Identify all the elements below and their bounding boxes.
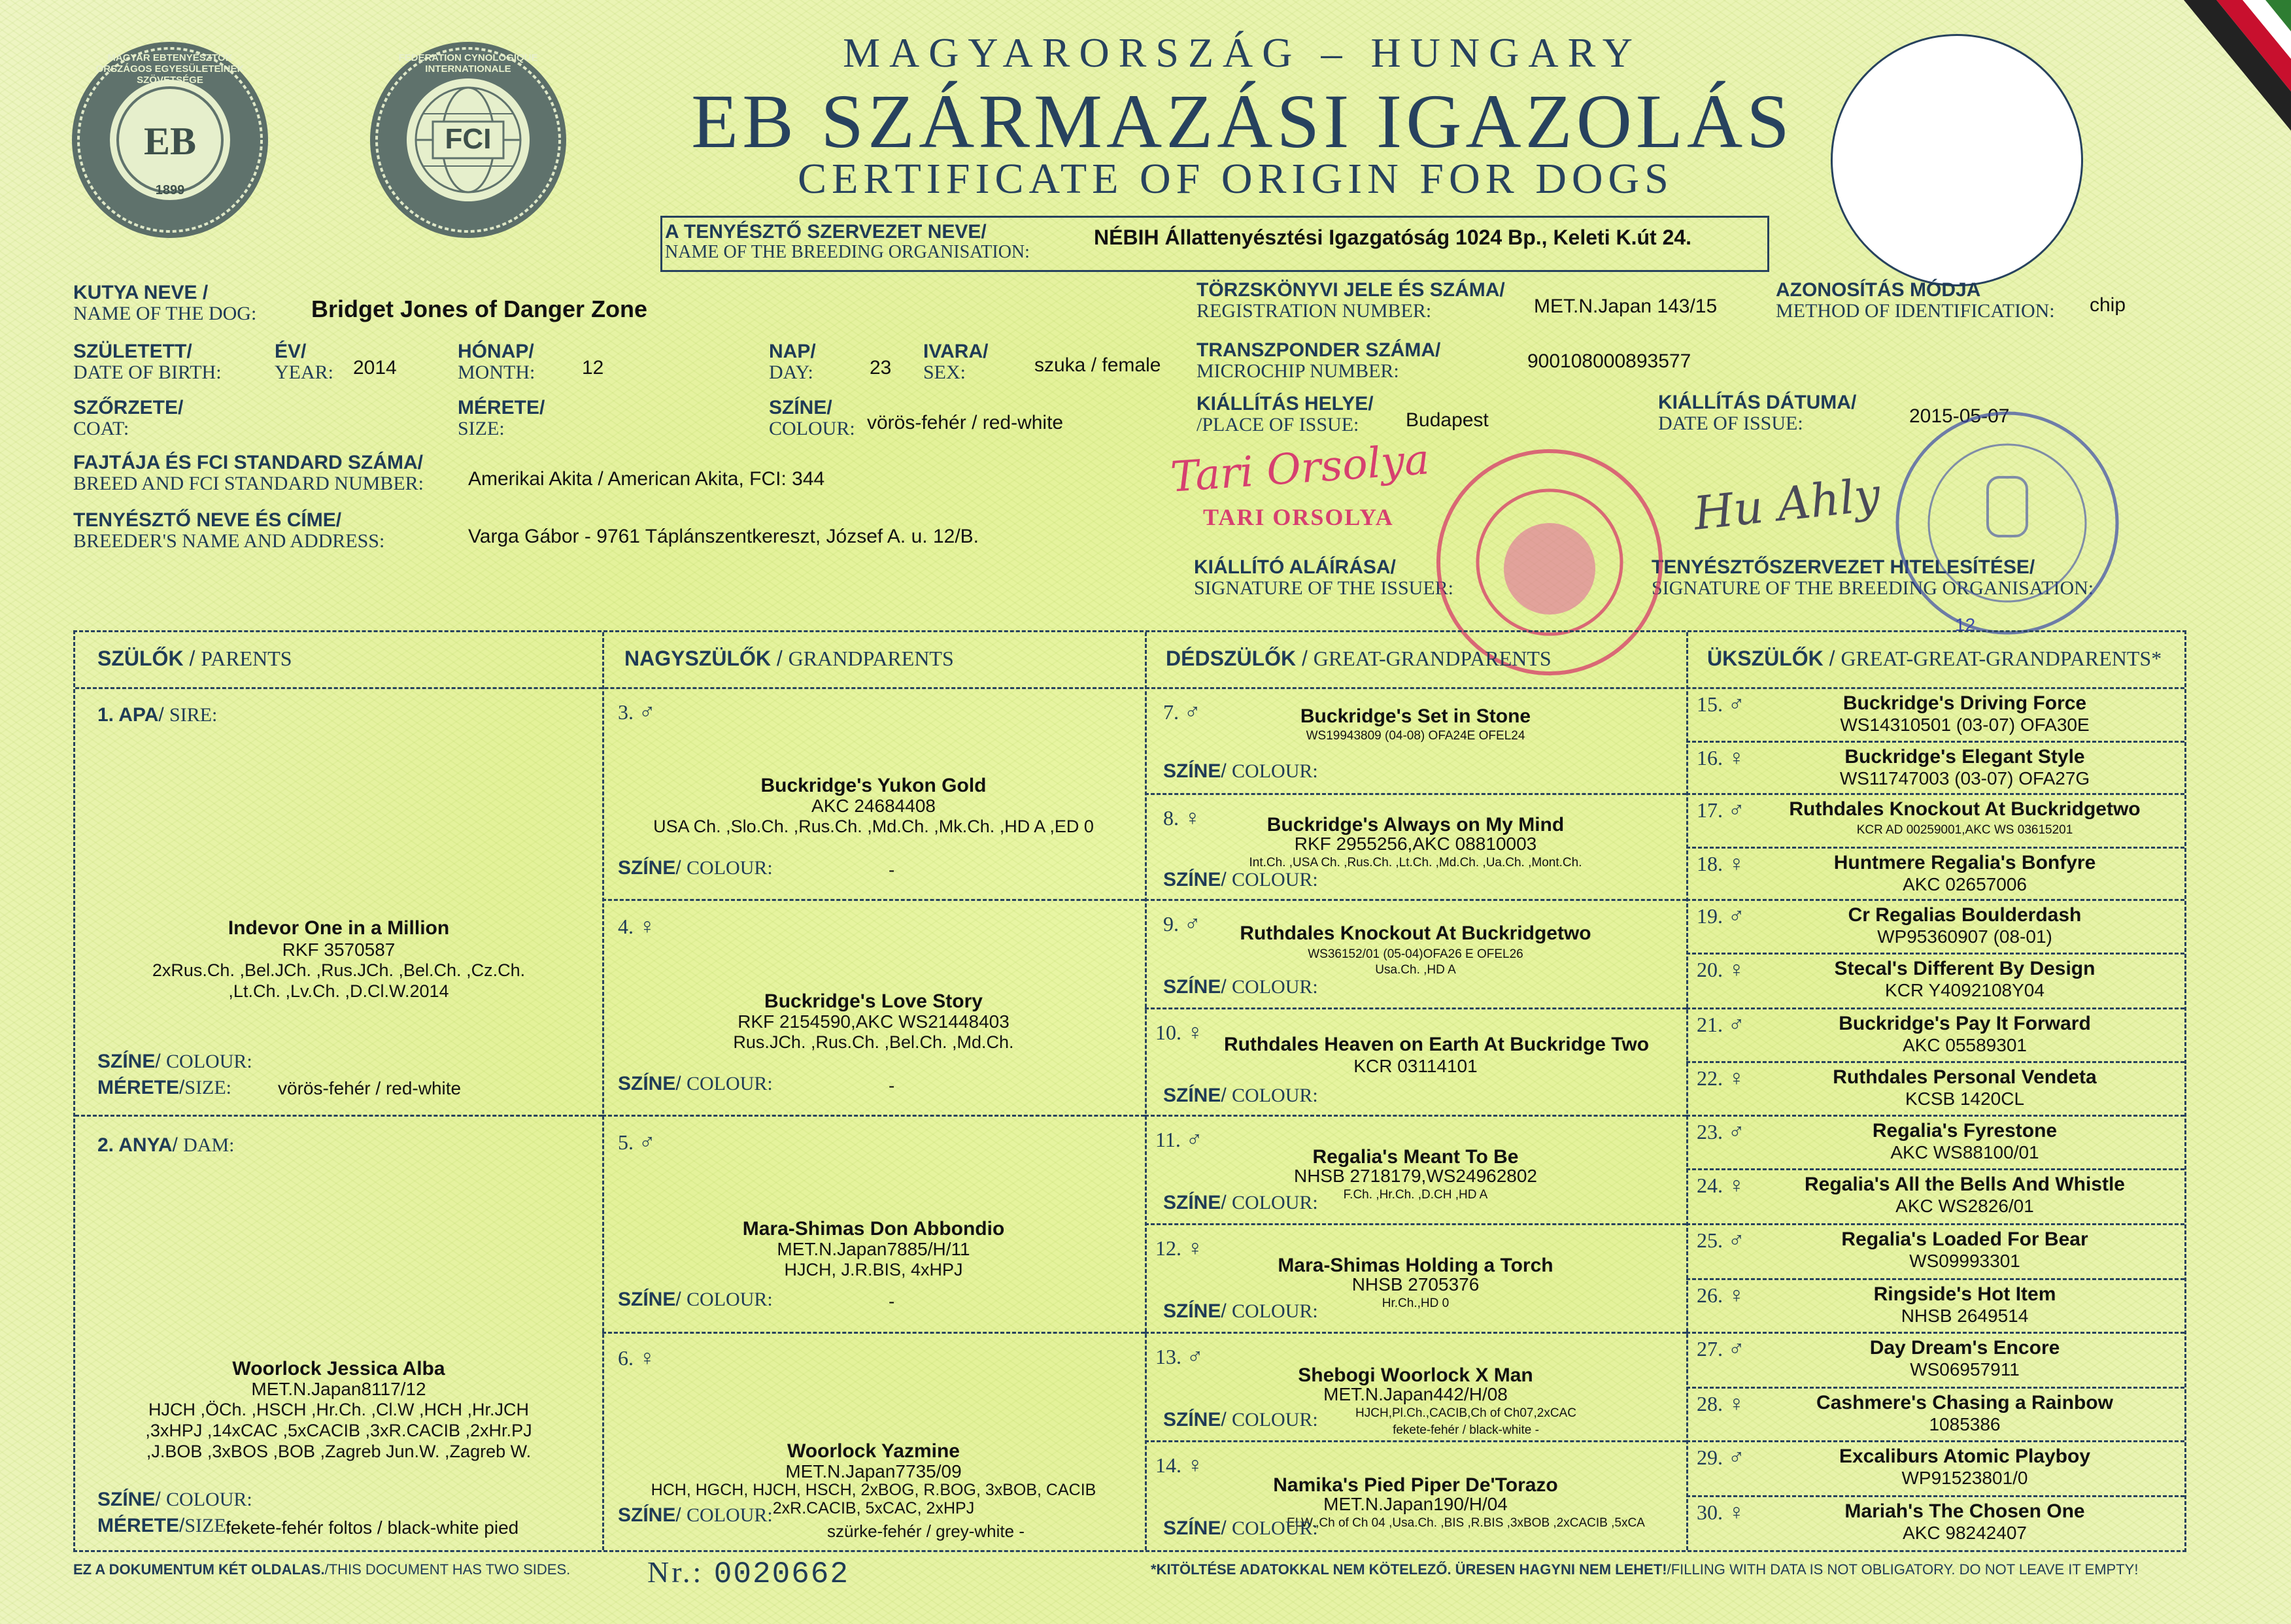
blue-stamp-number: 12 [1955,615,1976,635]
date-label: KIÁLLÍTÁS DÁTUMA/ DATE OF ISSUE: [1658,392,1857,434]
gp3-colour-label: SZÍNE/ COLOUR: [618,857,773,879]
gggp-29-number: 29. ♂ [1697,1446,1745,1470]
hungarian-flag-ribbon [2145,0,2291,196]
gggp-26-number: 26. ♀ [1697,1283,1745,1308]
gp3-number: 3. ♂ [618,700,656,724]
gp6-name: Woorlock Yazmine [787,1440,960,1462]
fci-seal-icon [370,42,566,238]
breed-label: FAJTÁJA ÉS FCI STANDARD SZÁMA/ BREED AND FCI STANDARD NUMBER: [73,452,424,494]
ident-value: chip [2090,294,2126,316]
sire-reg: RKF 3570587 [282,939,396,960]
gggp-18-number: 18. ♀ [1697,852,1745,876]
gggp-30-number: 30. ♀ [1697,1500,1745,1525]
ggp-14-colour-label: SZÍNE/ COLOUR: [1163,1517,1318,1539]
day-label: NAP/ DAY: [769,341,816,383]
dog-name-value: Bridget Jones of Danger Zone [311,296,648,322]
gggp-29-reg: WP91523801/0 [1901,1468,2028,1488]
dam-label: 2. ANYA/ DAM: [97,1134,235,1156]
gp4-name: Buckridge's Love Story [764,990,983,1012]
sire-label: 1. APA/ SIRE: [97,704,218,726]
dam-colour-label: SZÍNE/ COLOUR: [97,1489,252,1510]
dam-reg: MET.N.Japan8117/12 [251,1379,426,1399]
dog-name-label: KUTYA NEVE / NAME OF THE DOG: [73,282,257,324]
gggp-24-name: Regalia's All the Bells And Whistle [1804,1174,2125,1195]
ggp-7-reg: WS19943809 (04-08) OFA24E OFEL24 [1306,729,1525,743]
fci-ring-text: FEDERATION CYNOLOGIQUE INTERNATIONALE [398,52,538,75]
page-title: EB SZÁRMAZÁSI IGAZOLÁS [691,78,1793,164]
ggp-11-number: 11. ♂ [1155,1128,1203,1152]
size-label: MÉRETE/ SIZE: [458,397,545,439]
gp5-reg: MET.N.Japan7885/H/11 [777,1239,970,1259]
breeding-org-value: NÉBIH Állattenyésztési Igazgatóság 1024 Bp., Keleti K.út 24. [1094,226,1692,249]
ggp-13-reg: MET.N.Japan442/H/08 [1323,1384,1508,1404]
chip-label: TRANSZPONDER SZÁMA/ MICROCHIP NUMBER: [1196,339,1441,382]
ggp-8-colour-label: SZÍNE/ COLOUR: [1163,869,1318,890]
gp3-colour-value: - [889,860,895,880]
gp6-colour-value: szürke-fehér / grey-white - [827,1521,1025,1541]
ggp-13-colour-value: fekete-fehér / black-white - [1393,1423,1539,1437]
sex-value: szuka / female [1034,354,1161,376]
date-value: 2015-05-07 [1909,405,2010,427]
gp4-number: 4. ♀ [618,915,656,939]
ggp-11-colour-label: SZÍNE/ COLOUR: [1163,1192,1318,1213]
ggp-9-colour-label: SZÍNE/ COLOUR: [1163,976,1318,998]
gp6-titles-2: 2xR.CACIB, 5xCAC, 2xHPJ [772,1499,975,1517]
nebih-blue-stamp-icon [1890,405,2125,641]
ggp-11-name: Regalia's Meant To Be [1312,1146,1519,1168]
place-label: KIÁLLÍTÁS HELYE/ /PLACE OF ISSUE: [1196,393,1374,435]
ggp-7-colour-label: SZÍNE/ COLOUR: [1163,760,1318,782]
photo-placeholder [1831,34,2083,286]
gp3-titles: USA Ch. ,Slo.Ch. ,Rus.Ch. ,Md.Ch. ,Mk.Ch. ,HD A ,ED 0 [653,817,1094,836]
ggp-11-titles: F.Ch. ,Hr.Ch. ,D.CH ,HD A [1343,1188,1488,1202]
ggp-14-reg: MET.N.Japan190/H/04 [1323,1494,1508,1514]
gp4-titles: Rus.JCh. ,Rus.Ch. ,Bel.Ch. ,Md.Ch. [733,1032,1014,1052]
gggp-20-name: Stecal's Different By Design [1834,958,2096,979]
ggp-7-name: Buckridge's Set in Stone [1300,705,1531,727]
gggp-15-number: 15. ♂ [1697,692,1745,717]
sire-titles-2: ,Lt.Ch. ,Lv.Ch. ,D.Cl.W.2014 [228,981,449,1001]
gggp-23-reg: AKC WS88100/01 [1890,1142,2039,1162]
ggp-13-titles: HJCH,Pl.Ch.,CACIB,Ch of Ch07,2xCAC [1355,1406,1576,1420]
month-value: 12 [582,357,604,379]
gggp-19-name: Cr Regalias Boulderdash [1848,904,2082,926]
breeder-value: Varga Gábor - 9761 Táplánszentkereszt, József A. u. 12/B. [468,526,979,547]
gggp-24-number: 24. ♀ [1697,1174,1745,1198]
dob-label: SZÜLETETT/ DATE OF BIRTH: [73,341,222,383]
sig-issuer-label: KIÁLLÍTÓ ALÁÍRÁSA/ SIGNATURE OF THE ISSUER: [1194,556,1453,599]
page-subtitle: CERTIFICATE OF ORIGIN FOR DOGS [798,155,1674,203]
ggp-14-titles: ELW.,Ch of Ch 04 ,Usa.Ch. ,BIS ,R.BIS ,3xBOB ,2xCACIB ,5xCA [1287,1516,1645,1530]
dam-titles-2: ,3xHPJ ,14xCAC ,5xCACIB ,3xR.CACIB ,2xHr.PJ [145,1421,532,1440]
ggp-14-number: 14. ♀ [1155,1453,1204,1478]
col-header-great-grandparents: DÉDSZÜLŐK / GREAT-GRANDPARENTS [1166,647,1552,670]
gggp-27-number: 27. ♂ [1697,1337,1745,1361]
ggp-12-name: Mara-Shimas Holding a Torch [1278,1255,1553,1276]
gggp-18-name: Huntmere Regalia's Bonfyre [1833,852,2096,873]
gggp-17-name: Ruthdales Knockout At Buckridgetwo [1789,798,2141,820]
ggp-8-number: 8. ♀ [1163,806,1201,830]
sex-label: IVARA/ SEX: [923,341,989,383]
dam-colour-value: fekete-fehér foltos / black-white pied [226,1517,519,1538]
ggp-9-number: 9. ♂ [1163,912,1201,936]
fci-logo-text: FCI [445,123,492,155]
ggp-11-reg: NHSB 2718179,WS24962802 [1293,1166,1538,1186]
day-value: 23 [870,357,892,379]
ggp-12-number: 12. ♀ [1155,1236,1204,1260]
sire-colour-value: vörös-fehér / red-white [278,1078,462,1098]
ggp-9-reg: WS36152/01 (05-04)OFA26 E OFEL26 [1308,947,1523,961]
sire-size-label: MÉRETE/SIZE: [97,1077,232,1098]
ggp-10-number: 10. ♀ [1155,1021,1204,1045]
gggp-25-reg: WS09993301 [1909,1251,2020,1271]
footer-note: *KITÖLTÉSE ADATOKKAL NEM KÖTELEZŐ. ÜRESEN HAGYNI NEM LEHET!/FILLING WITH DATA IS NOT OBLIGATORY. DO NOT LEAVE IT EMPTY! [1151,1561,2139,1578]
sire-titles-1: 2xRus.Ch. ,Bel.JCh. ,Rus.JCh. ,Bel.Ch. ,Cz.Ch. [152,960,526,980]
gggp-16-name: Buckridge's Elegant Style [1844,746,2085,768]
meoe-ring-text: MAGYAR EBTENYÉSZTŐK ORSZÁGOS EGYESÜLETEINEK SZÖVETSÉGE [95,52,245,86]
gggp-18-reg: AKC 02657006 [1903,874,2027,894]
issuer-signature: Tari Orsolya [1168,435,1431,502]
gp6-titles-1: HCH, HGCH, HJCH, HSCH, 2xBOG, R.BOG, 3xBOB, CACIB [651,1481,1096,1499]
gp4-colour-value: - [889,1075,895,1096]
dam-titles-1: HJCH ,ÖCh. ,HSCH ,Hr.Ch. ,Cl.W ,HCH ,Hr.JCH [148,1400,530,1419]
gggp-21-reg: AKC 05589301 [1903,1035,2027,1055]
meoe-seal-icon [72,42,268,238]
gggp-15-name: Buckridge's Driving Force [1842,692,2087,714]
month-label: HÓNAP/ MONTH: [458,341,535,383]
gp5-name: Mara-Shimas Don Abbondio [742,1218,1005,1240]
document-number: Nr.: 0020662 [647,1555,850,1591]
gggp-30-reg: AKC 98242407 [1903,1523,2027,1543]
gggp-20-reg: KCR Y4092108Y04 [1885,980,2045,1000]
footer-two-sides: EZ A DOKUMENTUM KÉT OLDALAS./THIS DOCUMENT HAS TWO SIDES. [73,1561,571,1578]
gggp-26-reg: NHSB 2649514 [1901,1306,2029,1326]
ggp-10-colour-label: SZÍNE/ COLOUR: [1163,1085,1318,1106]
gggp-25-name: Regalia's Loaded For Bear [1841,1228,2088,1250]
breeding-org-label: A TENYÉSZTŐ SZERVEZET NEVE/ NAME OF THE BREEDING ORGANISATION: [665,221,1030,262]
ident-label: AZONOSÍTÁS MÓDJA METHOD OF IDENTIFICATION: [1776,279,2055,322]
ggp-12-reg: NHSB 2705376 [1351,1274,1480,1294]
gp6-number: 6. ♀ [618,1346,656,1370]
year-label: ÉV/ YEAR: [275,341,333,383]
ggp-10-name: Ruthdales Heaven on Earth At Buckridge Two [1223,1034,1650,1055]
ggp-9-name: Ruthdales Knockout At Buckridgetwo [1240,922,1591,944]
dam-size-label: MÉRETE/SIZE: [97,1515,232,1536]
gggp-17-reg: KCR AD 00259001,AKC WS 03615201 [1856,823,2073,837]
col-header-grandparents: NAGYSZÜLŐK / GRANDPARENTS [624,647,954,670]
gggp-28-number: 28. ♀ [1697,1392,1745,1416]
gggp-20-number: 20. ♀ [1697,958,1745,982]
gggp-27-name: Day Dream's Encore [1869,1337,2060,1359]
breed-value: Amerikai Akita / American Akita, FCI: 344 [468,468,825,490]
reg-label: TÖRZSKÖNYVI JELE ÉS SZÁMA/ REGISTRATION NUMBER: [1196,279,1505,322]
gp3-name: Buckridge's Yukon Gold [760,775,987,796]
gggp-21-number: 21. ♂ [1697,1013,1745,1037]
issuer-name-stamp: TARI ORSOLYA [1203,504,1394,530]
gggp-29-name: Excaliburs Atomic Playboy [1839,1446,2091,1467]
gp4-reg: RKF 2154590,AKC WS21448403 [738,1011,1010,1032]
gggp-25-number: 25. ♂ [1697,1228,1745,1253]
pedigree-table [73,630,2186,1552]
ggp-8-name: Buckridge's Always on My Mind [1266,814,1565,836]
ggp-8-titles: Int.Ch. ,USA Ch. ,Rus.Ch. ,Lt.Ch. ,Md.Ch. ,Ua.Ch. ,Mont.Ch. [1249,856,1582,870]
reg-value: MET.N.Japan 143/15 [1534,296,1718,317]
year-value: 2014 [353,357,397,379]
colour-label: SZÍNE/ COLOUR: [769,397,855,439]
ggp-14-name: Namika's Pied Piper De'Torazo [1273,1474,1558,1496]
gggp-19-reg: WP95360907 (08-01) [1877,926,2052,947]
gggp-22-name: Ruthdales Personal Vendeta [1833,1066,2097,1088]
colour-value: vörös-fehér / red-white [867,412,1064,433]
gp3-reg: AKC 24684408 [811,796,936,816]
gggp-16-reg: WS11747003 (03-07) OFA27G [1839,768,2090,788]
gggp-24-reg: AKC WS2826/01 [1895,1196,2034,1216]
ggp-7-number: 7. ♂ [1163,700,1201,724]
gp5-colour-label: SZÍNE/ COLOUR: [618,1289,773,1310]
gggp-19-number: 19. ♂ [1697,904,1745,928]
gggp-28-name: Cashmere's Chasing a Rainbow [1816,1392,2113,1413]
meoe-logo-text: EB [143,120,197,163]
ggp-9-titles: Usa.Ch. ,HD A [1375,963,1456,977]
ggp-8-reg: RKF 2955256,AKC 08810003 [1294,834,1537,854]
breeder-label: TENYÉSZTŐ NEVE ÉS CÍME/ BREEDER'S NAME AND ADDRESS: [73,509,385,552]
ggp-13-name: Shebogi Woorlock X Man [1298,1364,1533,1386]
chip-value: 900108000893577 [1527,350,1691,372]
gggp-23-name: Regalia's Fyrestone [1872,1120,2058,1142]
coat-label: SZŐRZETE/ COAT: [73,397,184,439]
gp6-colour-label: SZÍNE/ COLOUR: [618,1504,773,1526]
col-header-great-great-grandparents: ÜKSZÜLŐK / GREAT-GREAT-GRANDPARENTS* [1707,647,2162,670]
sire-colour-label: SZÍNE/ COLOUR: [97,1051,252,1072]
gp5-titles: HJCH, J.R.BIS, 4xHPJ [784,1260,963,1279]
gggp-17-number: 17. ♂ [1697,798,1745,822]
place-value: Budapest [1406,409,1489,431]
gp5-number: 5. ♂ [618,1130,656,1155]
dam-titles-3: ,J.BOB ,3xBOS ,BOB ,Zagreb Jun.W. ,Zagreb W. [146,1442,532,1461]
ggp-12-titles: Hr.Ch.,HD 0 [1382,1296,1450,1310]
gggp-22-reg: KCSB 1420CL [1905,1089,2025,1109]
auth-label: TENYÉSZTŐSZERVEZET HITELESÍTÉSE/ SIGNATURE OF THE BREEDING ORGANISATION: [1652,556,2094,599]
org-signature: Hu Ahly [1691,467,1883,541]
gggp-30-name: Mariah's The Chosen One [1844,1500,2085,1522]
gggp-22-number: 22. ♀ [1697,1066,1745,1091]
ggp-13-number: 13. ♂ [1155,1345,1204,1369]
header-country: MAGYARORSZÁG – HUNGARY [843,29,1642,76]
gggp-27-reg: WS06957911 [1910,1359,2020,1379]
breeding-org-box [660,216,1769,272]
dam-name: Woorlock Jessica Alba [232,1358,445,1379]
gggp-26-name: Ringside's Hot Item [1873,1283,2056,1305]
col-header-parents: SZÜLŐK / PARENTS [97,647,292,670]
gp4-colour-label: SZÍNE/ COLOUR: [618,1073,773,1094]
meoe-year: 1899 [155,183,185,197]
ggp-12-colour-label: SZÍNE/ COLOUR: [1163,1300,1318,1322]
gggp-28-reg: 1085386 [1929,1414,2001,1434]
ggp-13-colour-label: SZÍNE/ COLOUR: [1163,1409,1318,1430]
gp6-reg: MET.N.Japan7735/09 [785,1461,962,1481]
gggp-21-name: Buckridge's Pay It Forward [1839,1013,2091,1034]
ggp-10-reg: KCR 03114101 [1353,1056,1478,1076]
gp5-colour-value: - [889,1291,895,1311]
sire-name: Indevor One in a Million [228,917,450,939]
gggp-23-number: 23. ♂ [1697,1120,1745,1144]
gggp-15-reg: WS14310501 (03-07) OFA30E [1840,715,2090,735]
gggp-16-number: 16. ♀ [1697,746,1745,770]
